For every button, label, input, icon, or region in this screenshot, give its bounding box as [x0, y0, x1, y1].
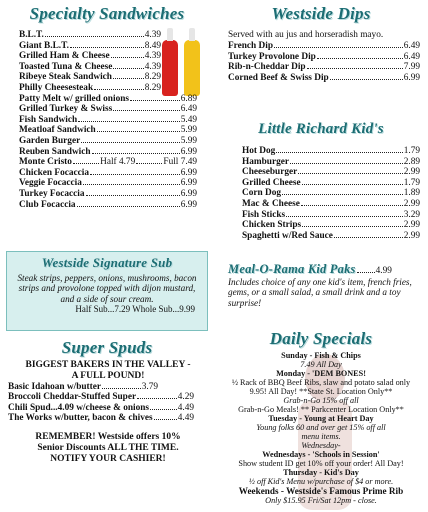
menu-item: Turkey Focaccia 6.99 — [19, 188, 197, 199]
westside-dips-title: Westside Dips — [271, 4, 371, 23]
daily-special-line: Only $15.95 Fri/Sat 12pm - close. — [265, 496, 377, 505]
menu-item: Rib-n-Cheddar Dip 7.99 — [228, 62, 420, 73]
westside-dips-section — [228, 30, 420, 83]
signature-sub-description: Steak strips, peppers, onions, mushrooms, bacon strips and provolone topped with dijon mustard, and a side of sour cream. — [17, 273, 197, 304]
spuds-subtitle: BIGGEST BAKERS IN THE VALLEY - — [25, 360, 191, 370]
kids-menu-title: Little Richard Kid's — [258, 121, 384, 137]
daily-special-line: Show student ID get 10% off your order! All Day! — [238, 459, 404, 468]
menu-item: Philly Cheesesteak 8.29 — [19, 82, 161, 93]
menu-item: Hamburger 2.89 — [242, 156, 420, 167]
daily-special-line: Sunday - Fish & Chips — [281, 351, 361, 360]
menu-item: Ribeye Steak Sandwich 8.29 — [19, 72, 161, 83]
menu-item: Spaghetti w/Red Sauce 2.99 — [242, 230, 420, 241]
menu-item: Turkey Provolone Dip 6.49 — [228, 51, 420, 62]
menu-item: Patty Melt w/ grilled onions 6.89 — [19, 93, 197, 104]
daily-special-line: Grab-n-Go Meals! ** Parkcenter Location Only** — [238, 405, 404, 414]
menu-item: Veggie Focaccia 6.99 — [19, 178, 197, 189]
spuds-subtitle-2: A FULL POUND! — [71, 370, 145, 381]
daily-special-line: Monday - 'DEM BONES! — [276, 369, 366, 378]
menu-item: Chicken Focaccia 6.99 — [19, 167, 197, 178]
menu-item: French Dip 6.49 — [228, 41, 420, 51]
daily-special-line: Tuesday - Young at Heart Day — [268, 414, 374, 423]
dips-subtitle: Served with au jus and horseradish mayo. — [228, 30, 384, 40]
menu-item: Hot Dog 1.79 — [242, 146, 420, 156]
meal-o-rama-header — [228, 262, 422, 277]
super-spuds-section — [8, 360, 208, 464]
menu-item: Mac & Cheese 2.99 — [242, 198, 420, 209]
menu-item: Meatloaf Sandwich 5.99 — [19, 125, 197, 136]
menu-item: Toasted Tuna & Cheese 4.39 — [19, 61, 161, 72]
menu-item: Corn Dog 1.89 — [242, 188, 420, 199]
menu-item: Chili Spud...4.09 w/cheese & onions 4.49 — [8, 402, 194, 413]
daily-special-line: 7.49 All Day — [300, 360, 342, 369]
specialty-sandwiches-title: Specialty Sandwiches — [29, 4, 185, 23]
menu-item: Fish Sandwich 5.49 — [19, 114, 197, 125]
menu-item: The Works w/butter, bacon & chives 4.49 — [8, 413, 194, 424]
menu-item: Corned Beef & Swiss Dip 6.99 — [228, 72, 420, 83]
senior-discount-note: REMEMBER! Westside offers 10% — [35, 431, 181, 442]
senior-discount-note-2: Senior Discounts ALL THE TIME. — [37, 442, 179, 453]
signature-sub-title: Westside Signature Sub — [41, 255, 173, 270]
meal-o-rama-section — [228, 262, 422, 308]
menu-item: Giant B.L.T. 8.49 — [19, 40, 161, 51]
daily-special-line: 9.95! All Day! **State St. Location Only** — [249, 387, 393, 396]
daily-specials-list — [218, 351, 424, 505]
daily-special-line: Grab-n-Go 15% off all — [283, 396, 359, 405]
daily-special-line: Wednesdays - 'Schools in Session' — [262, 450, 380, 459]
daily-special-line: ½ Rack of BBQ Beef Ribs, slaw and potato salad only — [231, 378, 411, 387]
menu-item: Reuben Sandwich 6.99 — [19, 146, 197, 157]
menu-item: Garden Burger 5.99 — [19, 135, 197, 146]
menu-item: Basic Idahoan w/butter 3.79 — [8, 381, 158, 392]
menu-item: Monte Cristo Half 4.79 Full 7.49 — [19, 157, 197, 168]
daily-special-line: Weekends - Westside's Famous Prime Rib — [238, 486, 404, 496]
senior-discount-note-3: NOTIFY YOUR CASHIER! — [50, 453, 166, 464]
meal-o-rama-price: 4.99 — [375, 266, 392, 276]
daily-special-line: Thursday - Kid's Day — [283, 468, 359, 477]
specialty-sandwiches-list — [19, 30, 199, 210]
daily-special-line: Young folks 60 and over get 15% off all — [256, 423, 386, 432]
daily-specials-title: Daily Specials — [269, 329, 373, 348]
super-spuds-title: Super Spuds — [61, 338, 153, 357]
kids-menu-section — [242, 146, 420, 241]
menu-item: Fish Sticks 3.29 — [242, 209, 420, 220]
meal-o-rama-description: Includes choice of any one kid's item, french fries, gems, or a small salad, a small drink and a toy surprise! — [228, 277, 412, 308]
menu-item: Grilled Cheese 1.79 — [242, 177, 420, 188]
meal-o-rama-title: Meal-O-Rama Kid Paks — [228, 262, 356, 276]
daily-special-line: menu items. — [301, 432, 341, 441]
menu-item: Grilled Turkey & Swiss 6.49 — [19, 104, 197, 115]
signature-sub-box — [6, 251, 208, 331]
menu-item: Club Focaccia 6.99 — [19, 199, 197, 210]
menu-item: Chicken Strips 2.99 — [242, 220, 420, 231]
daily-special-line: ½ off Kid's Menu w/purchase of $4 or more. — [248, 477, 394, 486]
menu-item: Grilled Ham & Cheese 4.39 — [19, 51, 161, 62]
signature-sub-prices: Half Sub...7.29 Whole Sub...9.99 — [75, 304, 195, 315]
menu-item: Broccoli Cheddar-Stuffed Super 4.29 — [8, 392, 194, 403]
menu-item: B.L.T. 4.39 — [19, 30, 161, 40]
daily-special-line: Wednesday- — [301, 441, 341, 450]
menu-item: Cheeseburger 2.99 — [242, 167, 420, 178]
